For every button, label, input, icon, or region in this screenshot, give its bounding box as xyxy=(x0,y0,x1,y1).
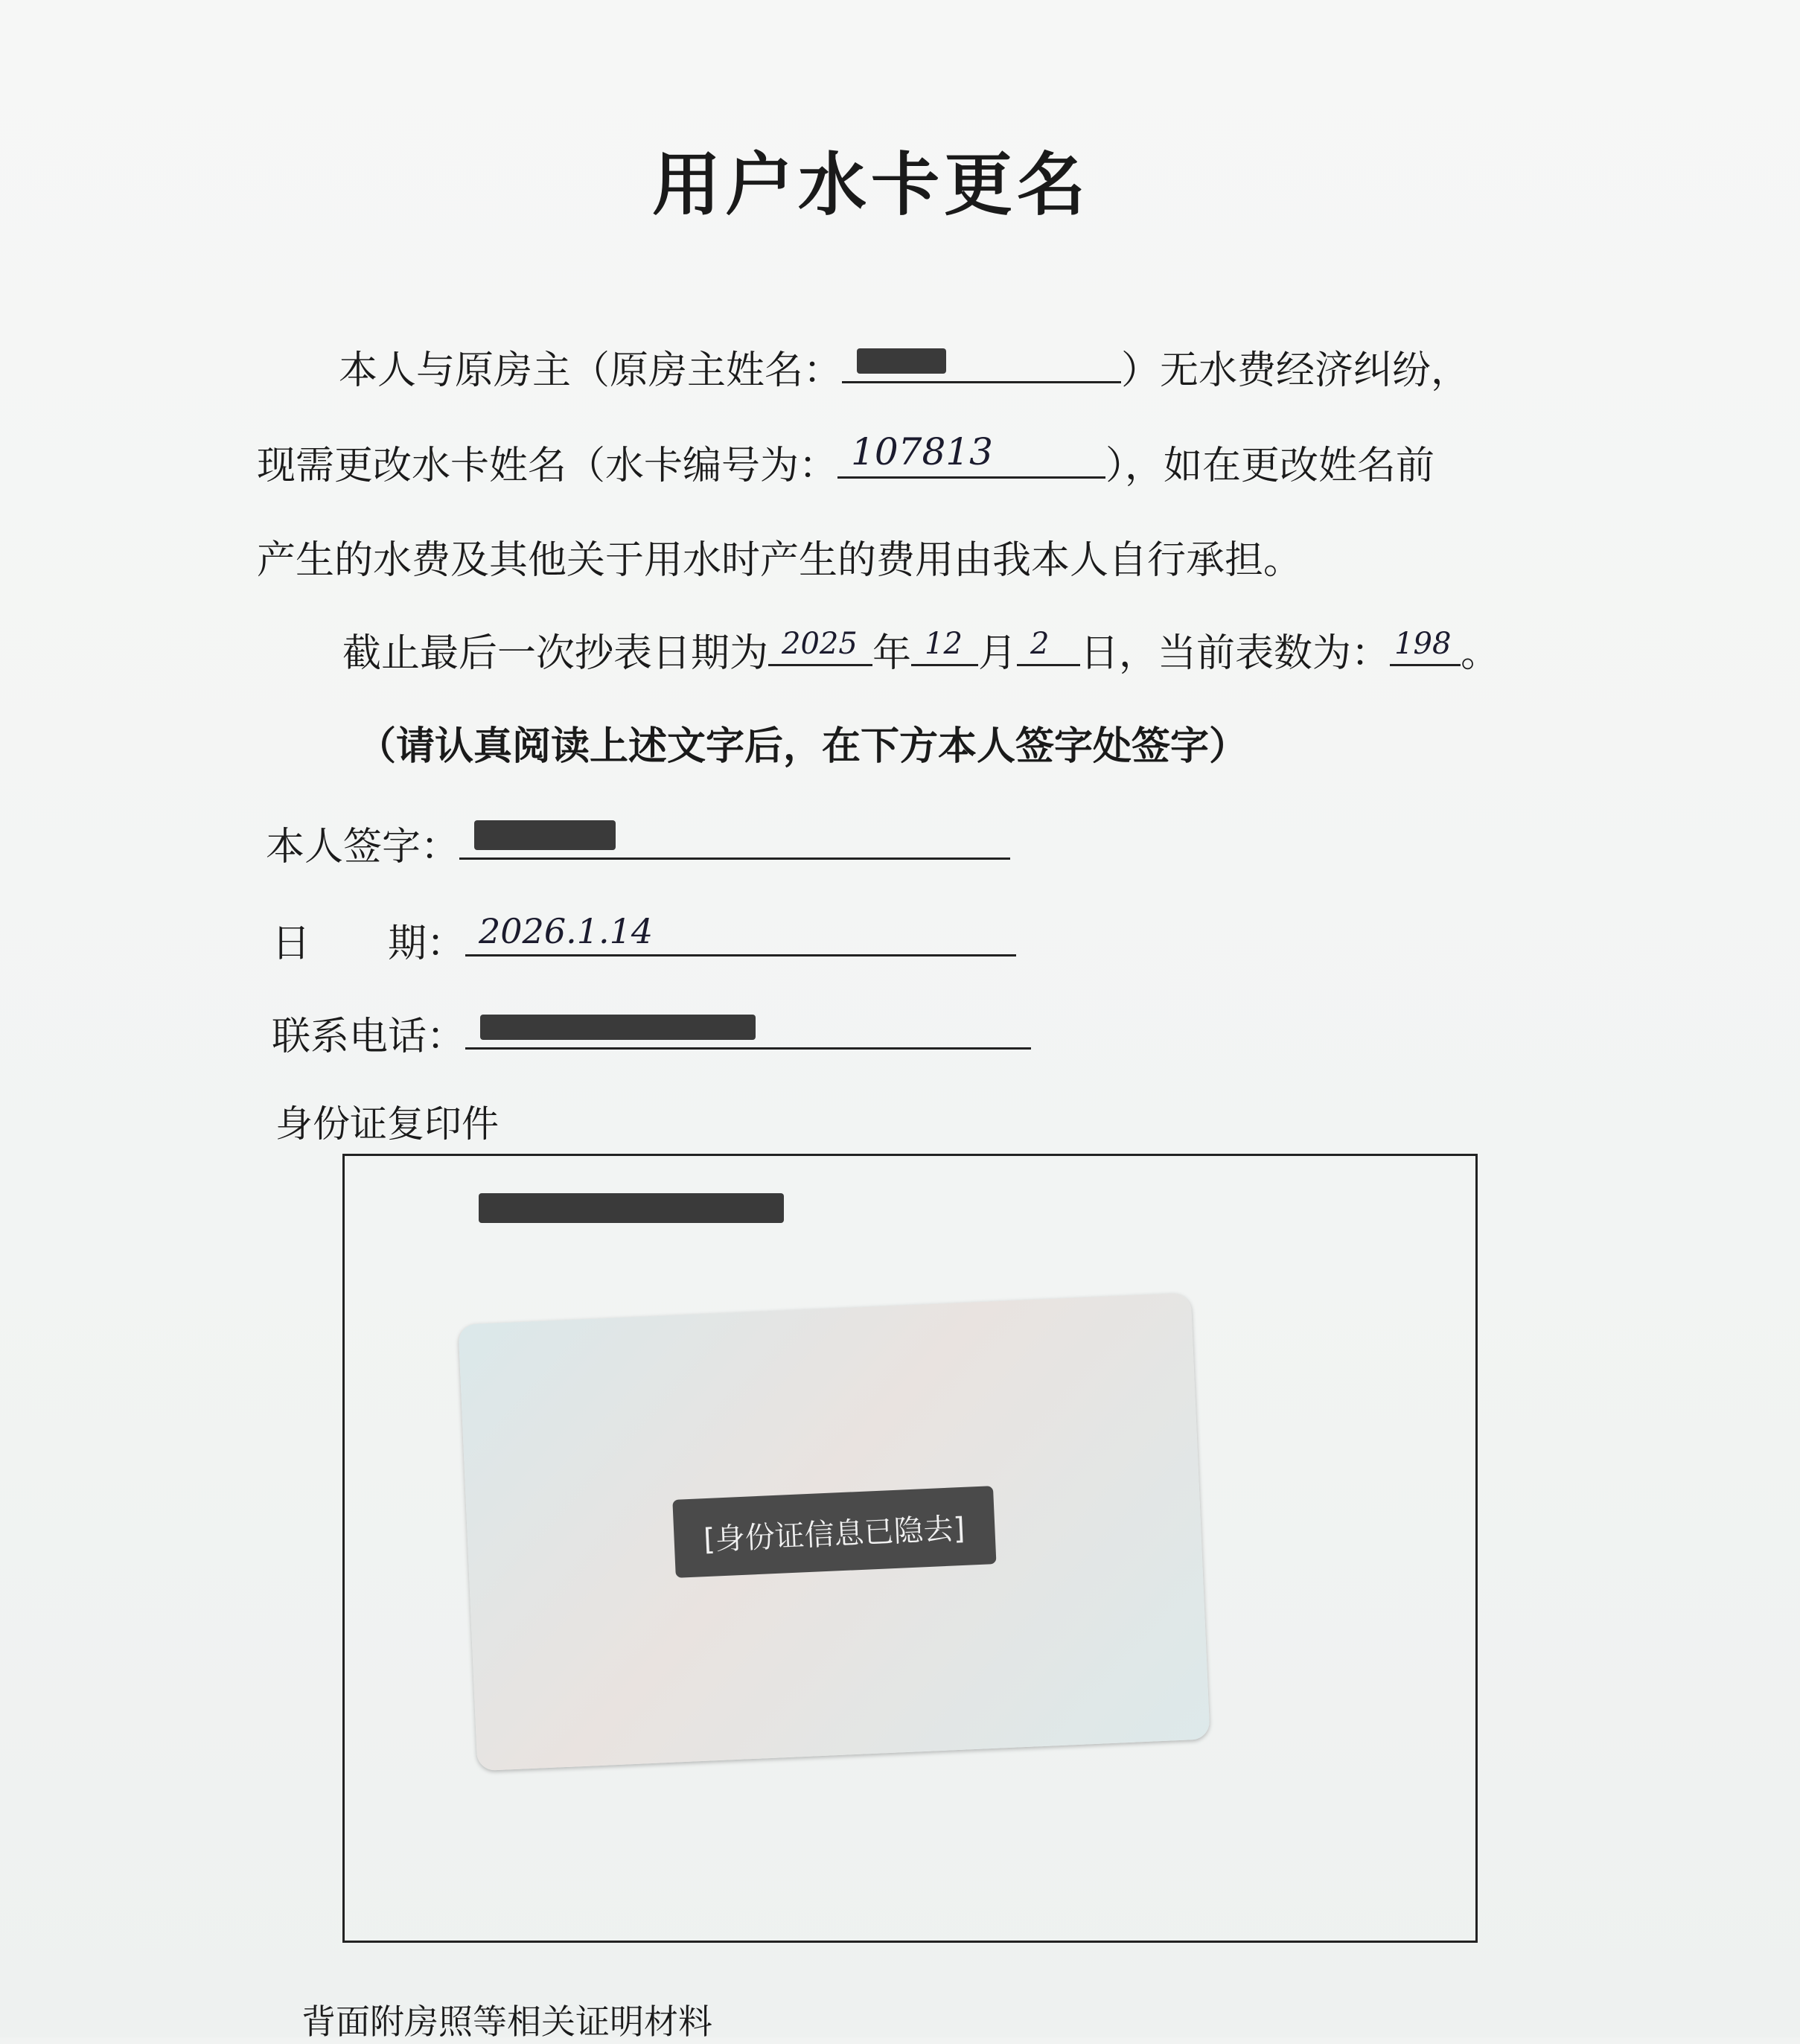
water-card-suffix: ），如在更改姓名前 xyxy=(1105,444,1435,488)
meter-month-blank xyxy=(911,625,978,666)
meter-date-prefix: 截止最后一次抄表日期为 xyxy=(342,631,769,676)
meter-year: 2025 xyxy=(782,627,858,661)
previous-owner-line xyxy=(339,339,1469,395)
meter-year-blank xyxy=(768,625,872,666)
date-value: 2026.1.14 xyxy=(479,911,654,951)
meter-day-blank xyxy=(1017,625,1080,666)
signature-redacted xyxy=(474,820,616,850)
previous-owner-redacted xyxy=(857,348,946,374)
phone-label: 联系电话： xyxy=(272,1015,466,1059)
date-line xyxy=(272,912,1016,968)
meter-month: 12 xyxy=(925,627,963,661)
water-card-number: 107813 xyxy=(851,430,993,473)
previous-owner-prefix: 本人与原房主（原房主姓名： xyxy=(339,348,843,393)
responsibility-line: 产生的水费及其他关于用水时产生的费用由我本人自行承担。 xyxy=(257,538,1303,583)
meter-reading: 198 xyxy=(1394,627,1452,661)
phone-redacted xyxy=(480,1015,756,1040)
date-label: 日 期： xyxy=(272,922,466,966)
water-card-line xyxy=(257,430,1435,490)
meter-reading-blank xyxy=(1390,625,1461,666)
date-blank xyxy=(465,911,1016,956)
meter-reading-line xyxy=(342,622,1499,677)
day-label: 日，当前表数为： xyxy=(1080,631,1391,676)
footer-note: 背面附房照等相关证明材料 xyxy=(301,2002,712,2042)
id-card-redacted: [身份证信息已隐去] xyxy=(672,1486,996,1578)
month-label: 月 xyxy=(978,631,1018,676)
signature-line xyxy=(266,815,1010,871)
handwritten-note-redacted xyxy=(479,1193,784,1223)
previous-owner-blank xyxy=(842,342,1121,383)
signature-label: 本人签字： xyxy=(266,825,460,869)
sign-notice: （请认真阅读上述文字后，在下方本人签字处签字） xyxy=(357,724,1248,769)
id-card-image xyxy=(458,1293,1210,1771)
document-title: 用户水卡更名 xyxy=(651,145,1090,225)
phone-line xyxy=(272,1005,1031,1061)
meter-day: 2 xyxy=(1030,627,1050,661)
signature-blank xyxy=(459,819,1010,860)
water-card-prefix: 现需更改水卡姓名（水卡编号为： xyxy=(257,444,838,488)
year-label: 年 xyxy=(872,631,912,676)
id-copy-box xyxy=(342,1154,1478,1943)
phone-blank xyxy=(465,1009,1031,1050)
meter-end: 。 xyxy=(1461,631,1500,676)
id-copy-label: 身份证复印件 xyxy=(275,1102,499,1146)
previous-owner-suffix: ）无水费经济纠纷， xyxy=(1121,348,1470,393)
water-card-blank xyxy=(837,430,1105,479)
